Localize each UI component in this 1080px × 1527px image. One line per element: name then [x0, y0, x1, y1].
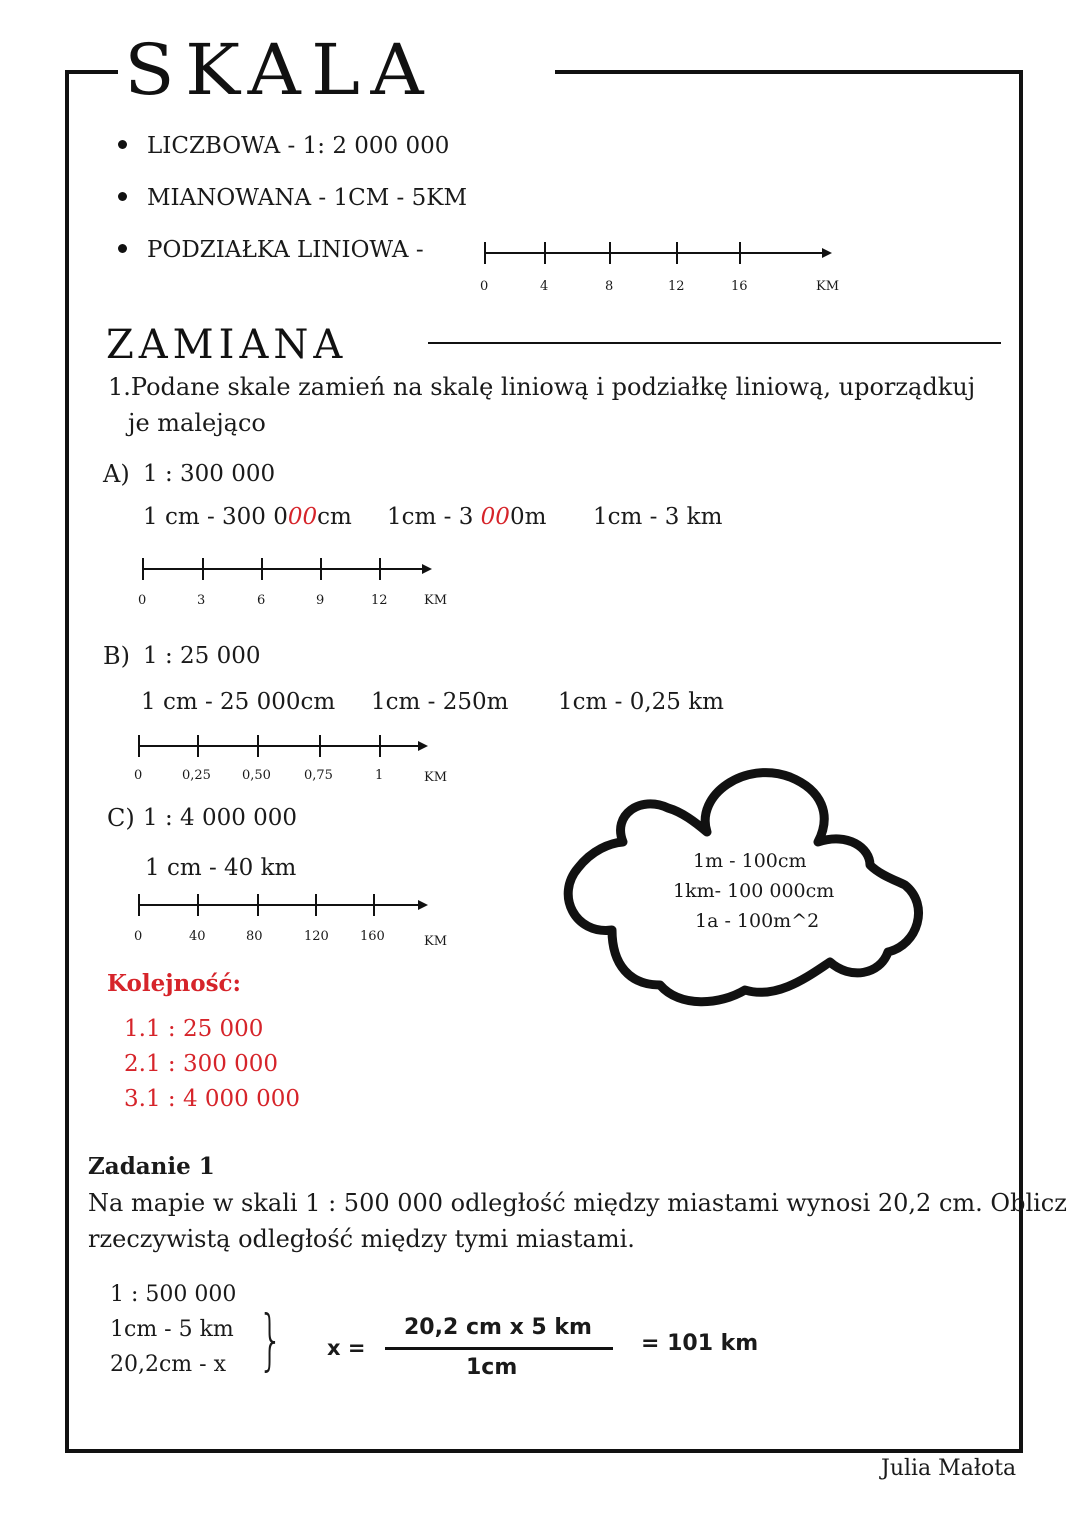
tick-label: 40 [189, 929, 206, 944]
tick-label: 8 [605, 279, 614, 294]
page-title: SKALA [118, 28, 440, 112]
tick-label: 160 [360, 929, 385, 944]
given-unknown: 20,2cm - x [110, 1352, 226, 1377]
tick-label: 0 [480, 279, 489, 294]
order-item: 2.1 : 300 000 [124, 1051, 279, 1077]
brace-symbol: } [258, 1301, 284, 1378]
fraction-denominator: 1cm [466, 1355, 518, 1380]
item-c-conv1: 1 cm - 40 km [145, 855, 297, 881]
bullet-icon [118, 192, 127, 201]
type-numeric: LICZBOWA - 1: 2 000 000 [118, 133, 449, 159]
section-rule [428, 342, 1001, 344]
tick-label: 12 [371, 593, 388, 608]
bullet-icon [118, 244, 127, 253]
cloud-line3: 1a - 100m^2 [695, 910, 820, 932]
frame-top-left [65, 70, 125, 74]
tick-label: 3 [197, 593, 206, 608]
item-b-conv1: 1 cm - 25 000cm [141, 689, 336, 715]
bullet-icon [118, 140, 127, 149]
section-title: ZAMIANA [106, 322, 348, 368]
item-a-conv3: 1cm - 3 km [593, 504, 723, 530]
item-b-label: B) [103, 642, 130, 670]
fraction-numerator: 20,2 cm x 5 km [404, 1315, 592, 1340]
item-b-scale: 1 : 25 000 [143, 643, 261, 669]
author-signature: Julia Małota [881, 1456, 1017, 1481]
given-scale: 1 : 500 000 [110, 1282, 237, 1307]
fraction-bar [385, 1347, 613, 1350]
tick-label: 9 [316, 593, 325, 608]
unit-label: KM [816, 279, 840, 294]
tick-label: 12 [668, 279, 685, 294]
item-c-scale: 1 : 4 000 000 [143, 805, 298, 831]
tick-label: 120 [304, 929, 329, 944]
unit-label: KM [424, 770, 448, 785]
unit-label: KM [424, 934, 448, 949]
tick-label: 0,75 [304, 768, 333, 783]
tick-label: 0 [134, 929, 143, 944]
task1-title: Zadanie 1 [88, 1153, 215, 1180]
tick-label: 0,25 [182, 768, 211, 783]
item-c-label: C) [107, 804, 135, 832]
type-linear: PODZIAŁKA LINIOWA - [118, 237, 424, 263]
tick-label: 4 [540, 279, 549, 294]
cloud-shape [0, 0, 1, 1]
item-a-label: A) [103, 460, 130, 488]
equation-x: x = [327, 1336, 366, 1360]
equation-result: = 101 km [641, 1331, 759, 1356]
tick-label: 1 [375, 768, 384, 783]
item-b-conv3: 1cm - 0,25 km [558, 689, 724, 715]
tick-label: 0 [138, 593, 147, 608]
tick-label: 6 [257, 593, 266, 608]
task1-text-cont: rzeczywistą odległość między tymi miastami. [88, 1225, 635, 1253]
order-item: 3.1 : 4 000 000 [124, 1086, 301, 1112]
cloud-line1: 1m - 100cm [693, 850, 807, 872]
tick-label: 80 [246, 929, 263, 944]
item-a-scale: 1 : 300 000 [143, 461, 276, 487]
tick-label: 0,50 [242, 768, 271, 783]
order-title: Kolejność: [107, 970, 242, 997]
task-instruction-cont: je malejąco [128, 409, 266, 437]
item-a-conv1: 1 cm - 300 000cm [143, 504, 352, 530]
item-a-conv2: 1cm - 3 000m [387, 504, 547, 530]
frame-top-right [555, 70, 1023, 74]
unit-label: KM [424, 593, 448, 608]
tick-label: 0 [134, 768, 143, 783]
type-named: MIANOWANA - 1CM - 5KM [118, 185, 467, 211]
given-ratio: 1cm - 5 km [110, 1317, 234, 1342]
tick-label: 16 [731, 279, 748, 294]
task-instruction: 1.Podane skale zamień na skalę liniową i podziałkę liniową, uporządkuj [108, 373, 976, 401]
item-b-conv2: 1cm - 250m [371, 689, 509, 715]
cloud-line2: 1km- 100 000cm [673, 880, 835, 902]
task1-text: Na mapie w skali 1 : 500 000 odległość między miastami wynosi 20,2 cm. Oblicz [88, 1189, 1067, 1217]
order-item: 1.1 : 25 000 [124, 1016, 264, 1042]
